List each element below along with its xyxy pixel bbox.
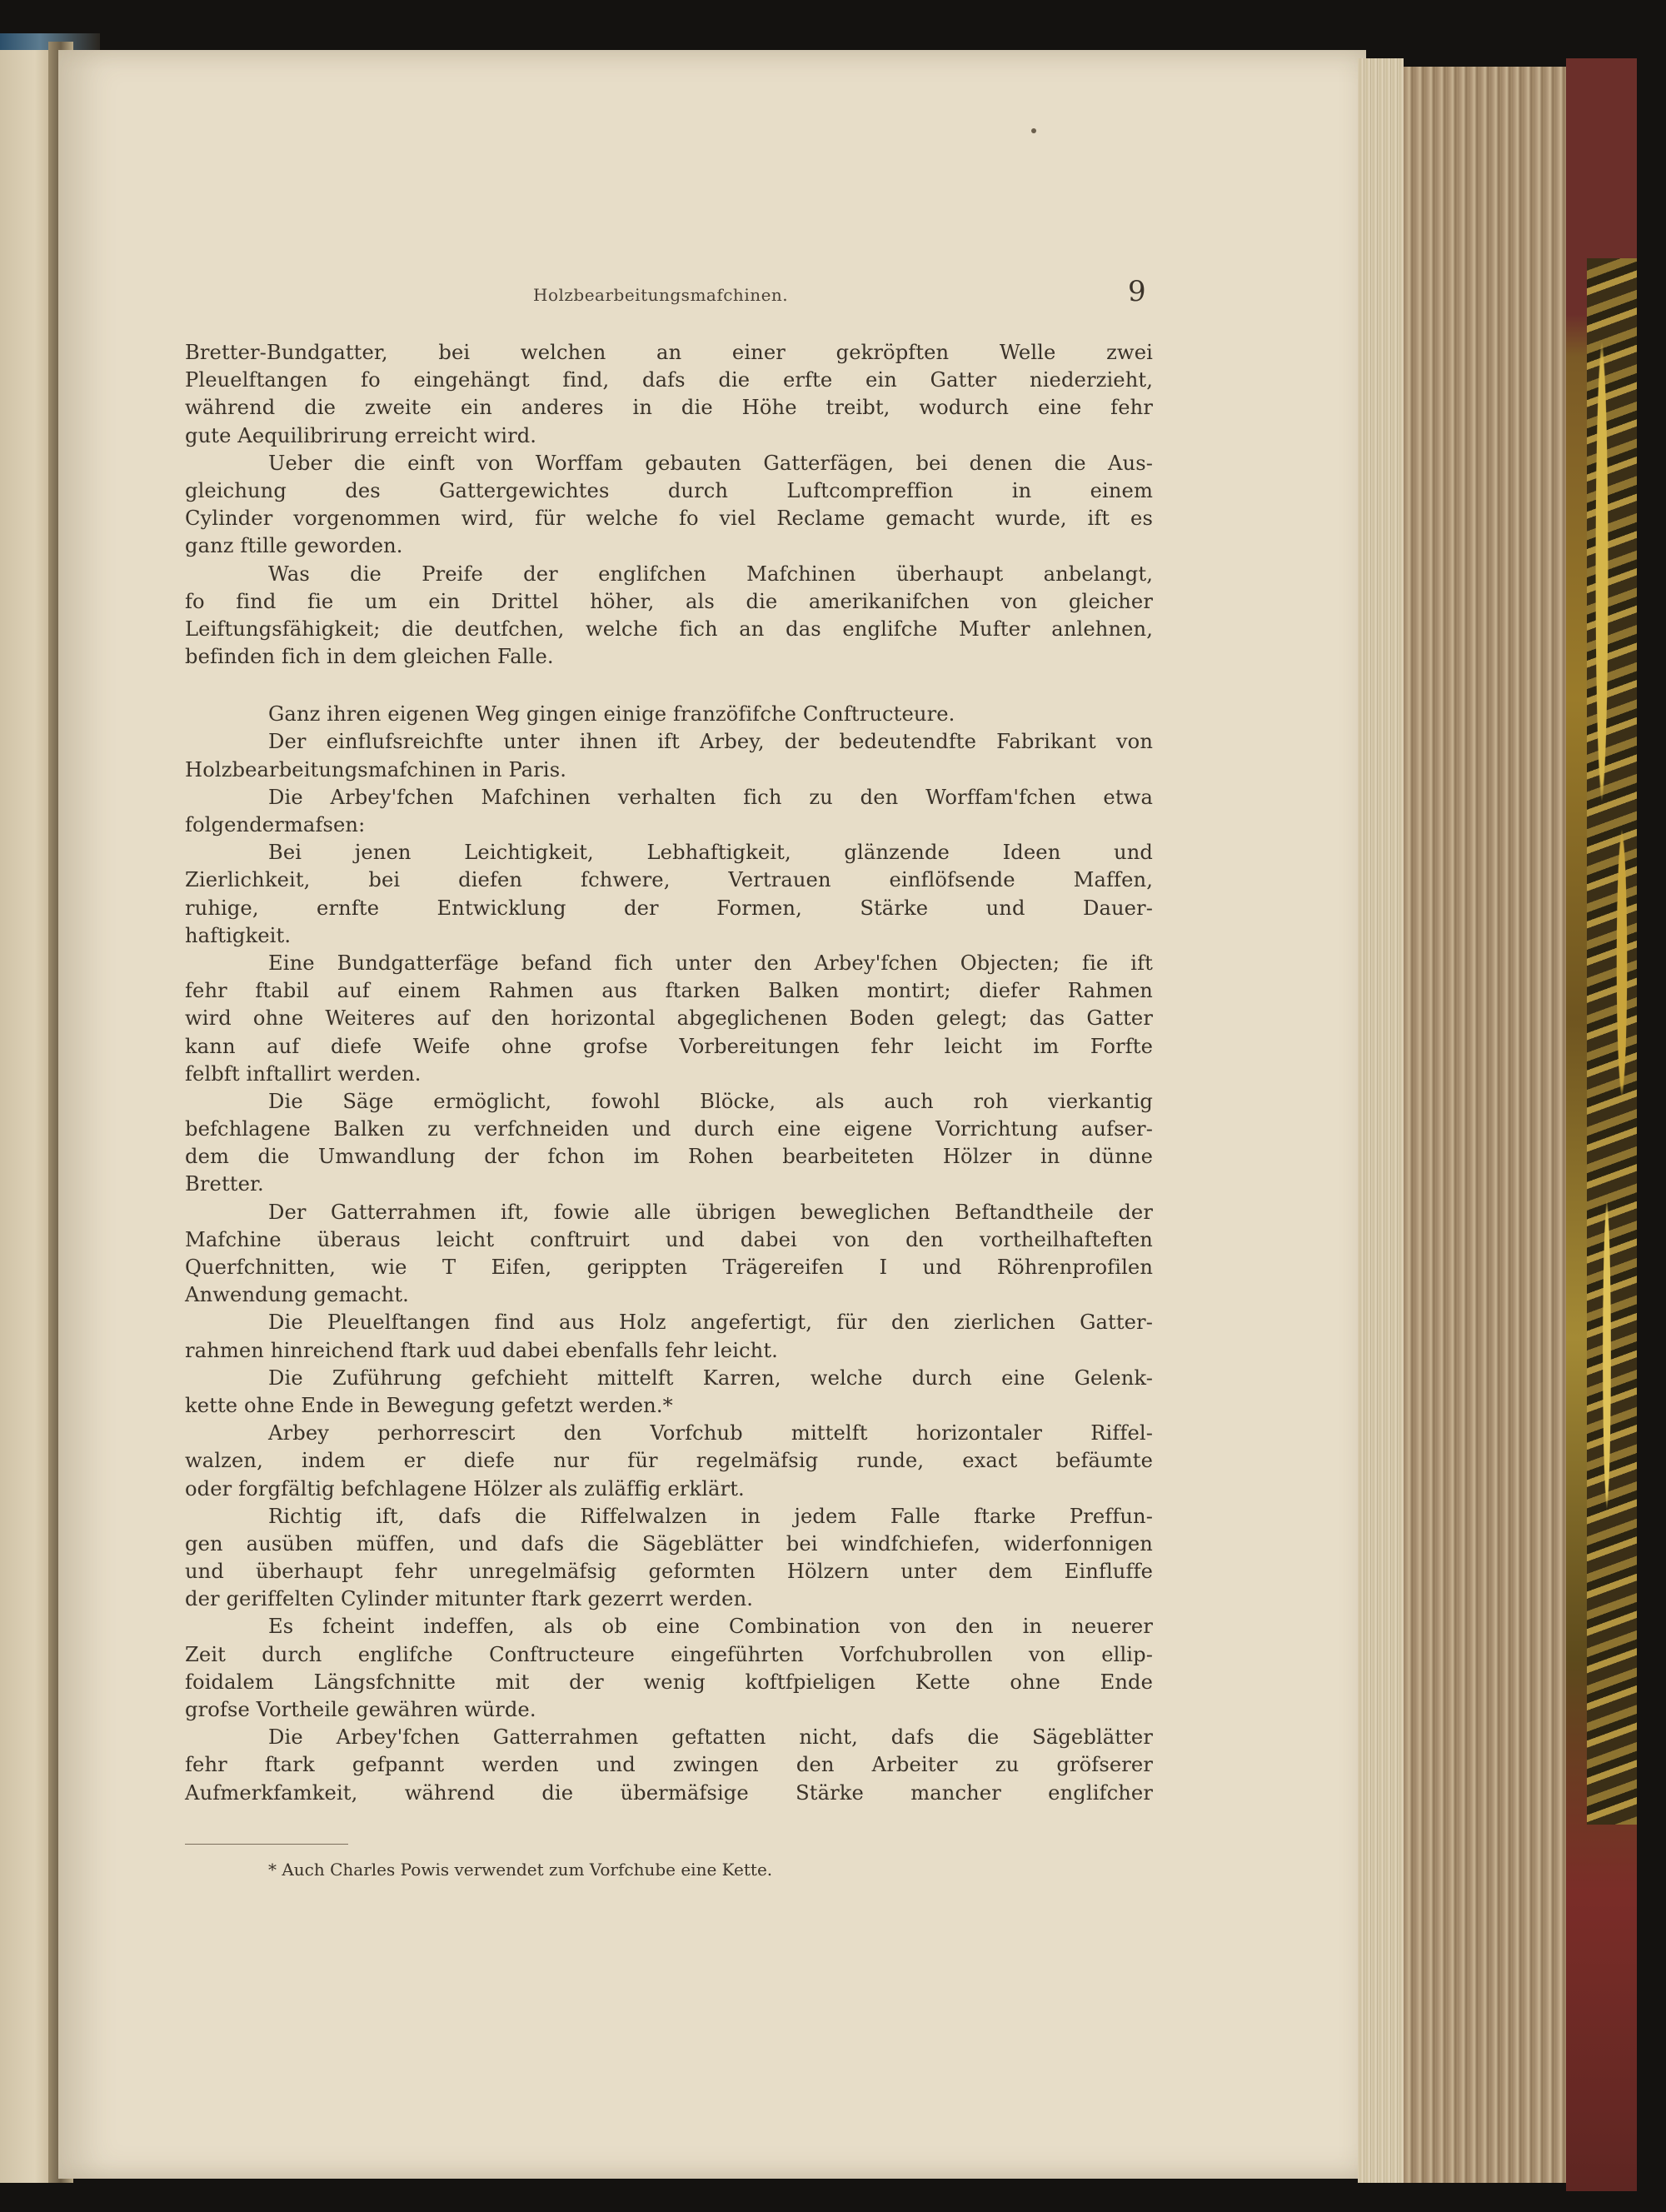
text-line: Der einflufsreichfte unter ihnen ift Arbey, der bedeutendfte Fabrikant von xyxy=(268,730,1153,754)
text-line: und überhaupt fehr unregelmäfsig geformten Hölzern unter dem Einfluffe xyxy=(185,1560,1153,1584)
paragraph xyxy=(185,1199,1153,1310)
text-line: ruhige, ernfte Entwicklung der Formen, Stärke und Dauer- xyxy=(185,896,1153,920)
paragraph xyxy=(185,450,1153,561)
paragraph xyxy=(185,784,1153,839)
text-line: wird ohne Weiteres auf den horizontal abgeglichenen Boden gelegt; das Gatter xyxy=(185,1006,1153,1031)
text-line: Cylinder vorgenommen wird, für welche fo viel Reclame gemacht wurde, ift es xyxy=(185,507,1153,531)
text-line: Holzbearbeitungsmafchinen in Paris. xyxy=(185,757,567,781)
text-line: ganz ftille geworden. xyxy=(185,534,403,558)
paragraph-gap xyxy=(185,671,1153,701)
text-line: Es fcheint indeffen, als ob eine Combination von den in neuerer xyxy=(268,1615,1153,1639)
text-line: Leiftungsfähigkeit; die deutfchen, welche fich an das englifche Mufter anlehnen, xyxy=(185,617,1153,641)
text-line: Die Zuführung gefchieht mittelft Karren, welche durch eine Gelenk- xyxy=(268,1366,1153,1390)
text-line: Bretter-Bundgatter, bei welchen an einer gekröpften Welle zwei xyxy=(185,341,1153,364)
text-line: Die Pleuelftangen find aus Holz angefertigt, für den zierlichen Gatter- xyxy=(268,1311,1153,1335)
text-line: fo find fie um ein Drittel höher, als die amerikanifchen von gleicher xyxy=(185,589,1153,613)
text-line: Der Gatterrahmen ift, fowie alle übrigen beweglichen Beftandtheile der xyxy=(268,1200,1153,1224)
text-line: Ganz ihren eigenen Weg gingen einige franzöfifche Conftructeure. xyxy=(268,702,955,727)
paragraph xyxy=(185,561,1153,672)
text-line: Mafchine überaus leicht conftruirt und dabei von den vortheilhafteften xyxy=(185,1227,1153,1251)
paragraph xyxy=(185,1724,1153,1807)
footnote-rule xyxy=(185,1844,348,1845)
paragraph xyxy=(185,1420,1153,1503)
text-line: fehr ftabil auf einem Rahmen aus ftarken Balken montirt; diefer Rahmen xyxy=(185,979,1153,1003)
marbled-cover-board xyxy=(1587,258,1637,1825)
text-line: Richtig ift, dafs die Riffelwalzen in jedem Falle ftarke Preffun- xyxy=(268,1504,1153,1528)
paragraph xyxy=(185,701,1153,728)
text-line: Querfchnitten, wie T Eifen, gerippten Trägereifen I und Röhrenprofilen xyxy=(185,1256,1153,1279)
text-line: Zeit durch englifche Conftructeure eingeführten Vorfchubrollen von ellip- xyxy=(185,1642,1153,1666)
text-line: grofse Vortheile gewähren würde. xyxy=(185,1698,536,1721)
text-line: Ueber die einft von Worffam gebauten Gatterfägen, bei denen die Aus- xyxy=(268,451,1153,475)
text-line: haftigkeit. xyxy=(185,923,292,947)
text-line: Die Säge ermöglicht, fowohl Blöcke, als auch roh vierkantig xyxy=(268,1089,1153,1113)
running-head: Holzbearbeitungsmafchinen. xyxy=(533,285,789,305)
text-line: Die Arbey'fchen Mafchinen verhalten fich zu den Worffam'fchen etwa xyxy=(268,785,1153,809)
paragraph xyxy=(185,728,1153,783)
body-text xyxy=(185,339,1153,1807)
text-line: dem die Umwandlung der fchon im Rohen bearbeiteten Hölzer in dünne xyxy=(185,1145,1153,1169)
text-line: felbft inftallirt werden. xyxy=(185,1061,421,1086)
footnote: * Auch Charles Powis verwendet zum Vorfchube eine Kette. xyxy=(268,1860,773,1880)
text-line: Anwendung gemacht. xyxy=(185,1283,409,1307)
text-line: Bei jenen Leichtigkeit, Lebhaftigkeit, glänzende Ideen und xyxy=(268,841,1153,865)
text-line: Was die Preife der englifchen Mafchinen überhaupt anbelangt, xyxy=(268,562,1153,586)
text-line: gleichung des Gattergewichtes durch Luftcompreffion in einem xyxy=(185,478,1153,502)
paragraph xyxy=(185,950,1153,1088)
paragraph xyxy=(185,1613,1153,1724)
page-stack-edges xyxy=(1358,58,1404,2183)
text-line: rahmen hinreichend ftark uud dabei ebenfalls fehr leicht. xyxy=(185,1338,778,1362)
text-line: Eine Bundgatterfäge befand fich unter den Arbey'fchen Objecten; fie ift xyxy=(268,951,1153,975)
page-number: 9 xyxy=(1128,275,1146,308)
text-line: befchlagene Balken zu verfchneiden und durch eine eigene Vorrichtung aufser- xyxy=(185,1117,1153,1141)
text-line: der geriffelten Cylinder mitunter ftark gezerrt werden. xyxy=(185,1587,754,1611)
paragraph xyxy=(185,1365,1153,1420)
paragraph xyxy=(185,839,1153,950)
text-line: gen ausüben müffen, und dafs die Sägeblätter bei windfchiefen, widerfonnigen xyxy=(185,1531,1153,1555)
text-line: Bretter. xyxy=(185,1172,264,1196)
text-line: kette ohne Ende in Bewegung gefetzt werden.* xyxy=(185,1393,673,1417)
text-line: Die Arbey'fchen Gatterrahmen geftatten nicht, dafs die Sägeblätter xyxy=(268,1725,1153,1750)
paragraph xyxy=(185,1088,1153,1199)
paragraph xyxy=(185,1503,1153,1614)
text-line: walzen, indem er diefe nur für regelmäfsig runde, exact befäumte xyxy=(185,1449,1153,1473)
text-line: Pleuelftangen fo eingehängt find, dafs die erfte ein Gatter niederzieht, xyxy=(185,368,1153,392)
text-block-edges xyxy=(1404,67,1566,2183)
text-line: foidalem Längsfchnitte mit der wenig koftfpieligen Kette ohne Ende xyxy=(185,1670,1153,1694)
text-line: gute Aequilibrirung erreicht wird. xyxy=(185,423,537,447)
text-line: fehr ftark gefpannt werden und zwingen den Arbeiter zu gröfserer xyxy=(185,1753,1153,1777)
text-line: Arbey perhorrescirt den Vorfchub mittelft horizontaler Riffel- xyxy=(268,1421,1153,1446)
paragraph xyxy=(185,339,1153,450)
text-line: kann auf diefe Weife ohne grofse Vorbereitungen fehr leicht im Forfte xyxy=(185,1034,1153,1058)
page-speck xyxy=(1031,128,1036,133)
text-line: während die zweite ein anderes in die Höhe treibt, wodurch eine fehr xyxy=(185,396,1153,420)
text-line: oder forgfältig befchlagene Hölzer als zuläffig erklärt. xyxy=(185,1476,745,1500)
page-header xyxy=(0,275,1666,310)
text-line: Zierlichkeit, bei diefen fchwere, Vertrauen einflöfsende Maffen, xyxy=(185,868,1153,892)
text-line: befinden fich in dem gleichen Falle. xyxy=(185,645,554,669)
text-line: folgendermafsen: xyxy=(185,813,366,836)
text-line: Aufmerkfamkeit, während die übermäfsige Stärke mancher englifcher xyxy=(185,1780,1153,1805)
paragraph xyxy=(185,1309,1153,1364)
